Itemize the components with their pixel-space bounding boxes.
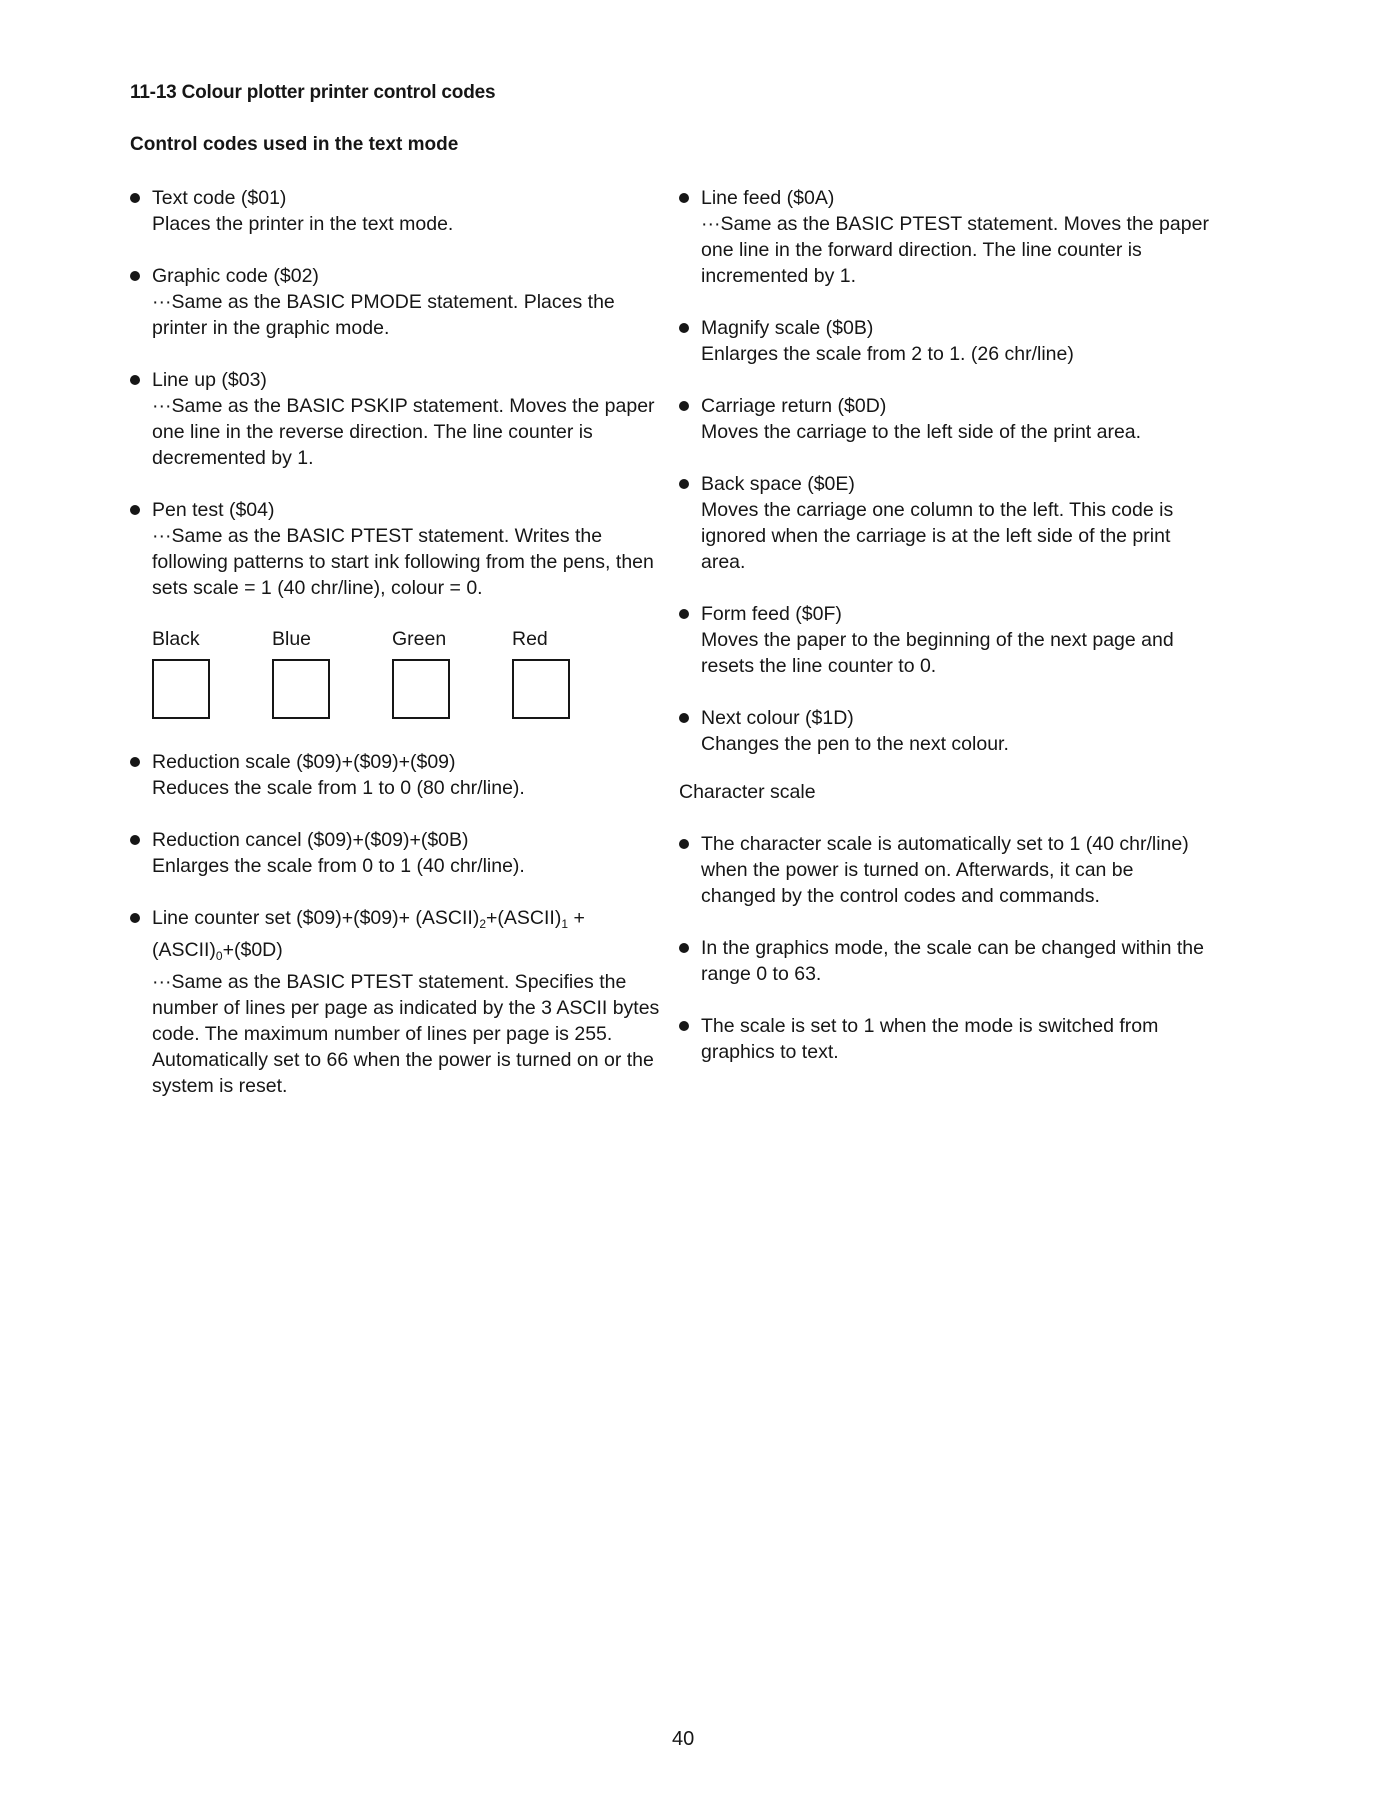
bullet-icon [130, 375, 140, 385]
title-part: + (ASCII) [152, 907, 585, 961]
bullet-icon [679, 193, 689, 203]
title-part: Line counter set ($09)+($09)+ (ASCII) [152, 907, 480, 929]
entry-title: Reduction scale ($09)+($09)+($09) [152, 751, 456, 773]
pen-pattern-red [512, 627, 592, 719]
entry-body: Enlarges the scale from 0 to 1 (40 chr/line). [152, 855, 525, 877]
entry-body: ···Same as the BASIC PMODE statement. Places the printer in the graphic mode. [152, 291, 615, 339]
subscript: 1 [561, 917, 569, 931]
entry-line-feed [679, 185, 1209, 289]
bullet-icon [130, 757, 140, 767]
square-pattern-icon [512, 659, 570, 719]
entry-body: Moves the carriage to the left side of the print area. [701, 421, 1142, 443]
entry-body: Places the printer in the text mode. [152, 213, 454, 235]
left-column [130, 185, 670, 1125]
entry-body: Changes the pen to the next colour. [701, 733, 1009, 755]
entry-title: Form feed ($0F) [701, 603, 842, 625]
pen-label: Black [152, 628, 200, 650]
entry-body: ···Same as the BASIC PSKIP statement. Moves the paper one line in the reverse direction. The line counter is decremented by 1. [152, 395, 655, 469]
bullet-icon [679, 1021, 689, 1031]
pen-test-patterns [130, 627, 670, 723]
scale-note [679, 935, 1209, 987]
pen-label: Blue [272, 628, 312, 650]
pen-label: Red [512, 628, 548, 650]
character-scale-heading: Character scale [679, 781, 816, 803]
entry-line-counter-set [130, 905, 670, 1099]
entry-title: Line up ($03) [152, 369, 267, 391]
entry-back-space [679, 471, 1209, 575]
pen-pattern-blue [272, 627, 352, 719]
bullet-icon [679, 839, 689, 849]
entry-title: Graphic code ($02) [152, 265, 319, 287]
bullet-icon [130, 271, 140, 281]
pen-pattern-green [392, 627, 472, 719]
scale-note [679, 1013, 1209, 1065]
entry-reduction-scale [130, 749, 670, 801]
entry-line-up [130, 367, 670, 471]
entry-graphic-code [130, 263, 670, 341]
title-part: +($0D) [222, 939, 283, 961]
entry-body: ···Same as the BASIC PTEST statement. Specifies the number of lines per page as indicated by the 3 ASCII bytes code. The maximum number of lines per page is 255. Automatically set to 66 when the power is turned on or the system is reset. [152, 971, 660, 1097]
page-number: 40 [672, 1728, 695, 1750]
entry-title: Next colour ($1D) [701, 707, 854, 729]
entry-body: Moves the carriage one column to the left. This code is ignored when the carriage is at the left side of the print area. [701, 499, 1174, 573]
section-title: 11-13 Colour plotter printer control codes [130, 82, 496, 103]
entry-text-code [130, 185, 670, 237]
entry-pen-test [130, 497, 670, 601]
entry-body: Enlarges the scale from 2 to 1. (26 chr/line) [701, 343, 1074, 365]
entry-reduction-cancel [130, 827, 670, 879]
subscript: 2 [479, 917, 487, 931]
bullet-icon [679, 609, 689, 619]
entry-body: In the graphics mode, the scale can be changed within the range 0 to 63. [701, 937, 1204, 985]
entry-next-colour [679, 705, 1209, 757]
square-pattern-icon [272, 659, 330, 719]
entry-body: ···Same as the BASIC PTEST statement. Moves the paper one line in the forward direction. The line counter is incremented by 1. [701, 213, 1209, 287]
bullet-icon [679, 713, 689, 723]
pen-pattern-black [152, 627, 232, 719]
bullet-icon [130, 505, 140, 515]
entry-title: Back space ($0E) [701, 473, 855, 495]
pen-label: Green [392, 628, 447, 650]
entry-title: Magnify scale ($0B) [701, 317, 874, 339]
bullet-icon [679, 479, 689, 489]
bullet-icon [130, 193, 140, 203]
entry-title: Carriage return ($0D) [701, 395, 887, 417]
bullet-icon [130, 913, 140, 923]
bullet-icon [130, 835, 140, 845]
entry-body: Reduces the scale from 1 to 0 (80 chr/line). [152, 777, 525, 799]
bullet-icon [679, 401, 689, 411]
entry-carriage-return [679, 393, 1209, 445]
entry-title: Line feed ($0A) [701, 187, 835, 209]
scale-note [679, 831, 1209, 909]
entry-magnify-scale [679, 315, 1209, 367]
entry-title: Text code ($01) [152, 187, 287, 209]
subsection-title: Control codes used in the text mode [130, 134, 459, 155]
entry-body: ···Same as the BASIC PTEST statement. Writes the following patterns to start ink following from the pens, then sets scale = 1 (40 chr/line), colour = 0. [152, 525, 654, 599]
entry-body: The character scale is automatically set to 1 (40 chr/line) when the power is turned on. Afterwards, it can be changed by the control codes and commands. [701, 833, 1189, 907]
entry-body: The scale is set to 1 when the mode is switched from graphics to text. [701, 1015, 1159, 1063]
square-pattern-icon [392, 659, 450, 719]
entry-title [152, 905, 670, 969]
right-column [679, 185, 1209, 1091]
bullet-icon [679, 323, 689, 333]
entry-title: Pen test ($04) [152, 499, 275, 521]
title-part: +(ASCII) [486, 907, 562, 929]
subscript: 0 [215, 949, 223, 963]
entry-form-feed [679, 601, 1209, 679]
square-pattern-icon [152, 659, 210, 719]
entry-title: Reduction cancel ($09)+($09)+($0B) [152, 829, 469, 851]
entry-body: Moves the paper to the beginning of the next page and resets the line counter to 0. [701, 629, 1174, 677]
bullet-icon [679, 943, 689, 953]
